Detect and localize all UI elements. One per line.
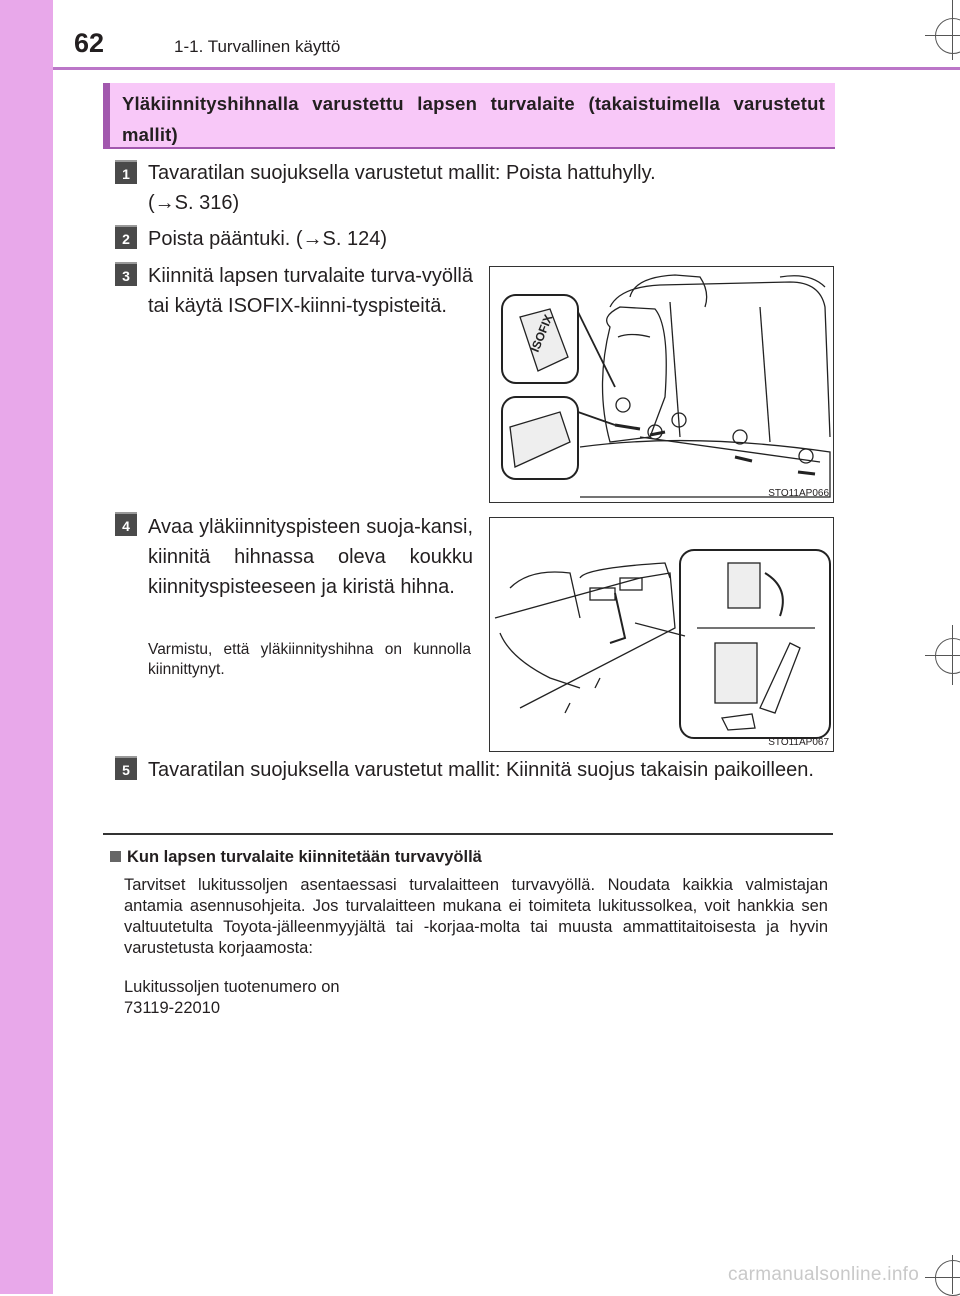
figure-isofix-illustration xyxy=(490,267,834,503)
section-title: 1-1. Turvallinen käyttö xyxy=(174,37,341,56)
section-divider xyxy=(103,833,833,835)
step-1-page-reference: (→S. 316) xyxy=(148,192,240,214)
chapter-sidebar-tab xyxy=(0,0,53,1294)
subsection-heading-text: Kun lapsen turvalaite kiinnitetään turvavyöllä xyxy=(127,848,482,866)
figure-1-code: STO11AP066 xyxy=(768,488,829,499)
figure-tether-illustration xyxy=(490,518,834,752)
step-5-text: Tavaratilan suojuksella varustetut mallit: Kiinnitä suojus takaisin paikoilleen. xyxy=(148,759,814,781)
page-number: 62 xyxy=(74,28,105,58)
step-1-text xyxy=(148,158,830,218)
square-bullet-icon xyxy=(110,851,121,862)
step-4-badge: 4 xyxy=(115,512,137,536)
subsection-paragraph-2 xyxy=(124,977,828,1019)
step-3-text: Kiinnitä lapsen turvalaite turva-vyöllä tai käytä ISOFIX-kiinni-tyspisteitä. xyxy=(148,265,473,317)
step-3-badge: 3 xyxy=(115,262,137,286)
subsection-heading xyxy=(110,848,482,867)
registration-mark-top-right xyxy=(925,0,960,60)
figure-isofix-seat xyxy=(489,266,834,503)
header-rule xyxy=(53,67,960,70)
step-2-badge: 2 xyxy=(115,225,137,249)
section-heading-text: Yläkiinnityshihnalla varustettu lapsen turvalaite (takaistuimella varustetut mallit) xyxy=(122,93,825,145)
watermark: carmanualsonline.info xyxy=(728,1264,920,1285)
figure-top-tether xyxy=(489,517,834,752)
figure-2-code: STO11AP067 xyxy=(768,737,829,748)
step-4-note: Varmistu, että yläkiinnityshihna on kunnolla kiinnittynyt. xyxy=(148,641,471,678)
step-2-text: Poista pääntuki. (→S. 124) xyxy=(148,228,388,250)
registration-mark-bottom-right xyxy=(925,1255,960,1294)
step-1-badge: 1 xyxy=(115,160,137,184)
step-4-text: Avaa yläkiinnityspisteen suoja-kansi, kiinnitä hihnassa oleva koukku kiinnityspisteeseen ja kiristä hihna. xyxy=(148,516,473,598)
step-1-instruction: Tavaratilan suojuksella varustetut mallit: Poista hattuhylly. xyxy=(148,162,656,184)
part-number-intro: Lukitussoljen tuotenumero on xyxy=(124,978,340,996)
step-5-badge: 5 xyxy=(115,756,137,780)
registration-mark-mid-right xyxy=(925,625,960,685)
subsection-paragraph-1: Tarvitset lukitussoljen asentaessasi turvalaitteen turvavyöllä. Noudata kaikkia valmistajan antamia asennusohjeita. Jos turvalaitteen mukana ei toimiteta lukitussolkea, voit hankkia sen valtuutetulta Toyota-jälleenmyyjältä tai -korjaa-molta tai muusta ammattitaitoisesta ja hyvin varustetusta korjaamosta: xyxy=(124,876,828,957)
isofix-label: ISOFIX xyxy=(527,312,556,355)
section-heading-box xyxy=(103,83,835,149)
part-number: 73119-22010 xyxy=(124,999,221,1017)
